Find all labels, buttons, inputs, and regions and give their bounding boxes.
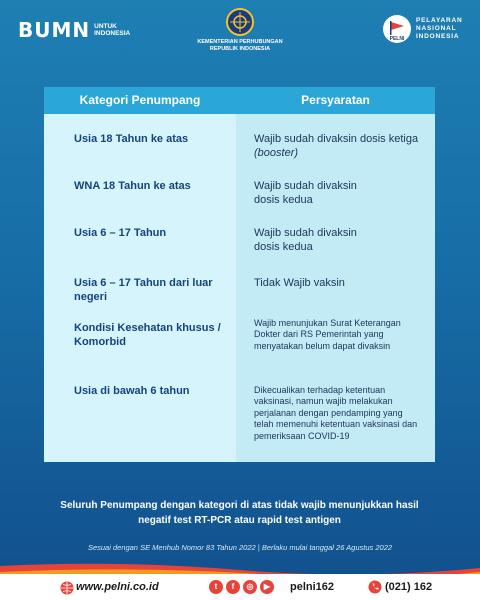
bumn-logo	[18, 20, 130, 40]
footer-bar	[0, 574, 480, 600]
social-handle[interactable]: pelni162	[290, 581, 335, 593]
row-6-requirement: Dikecualikan terhadap ketentuan vaksinasi, namun wajib melakukan perjalanan dengan pendamping yang telah memenuhi ketentuan vaksinasi dan pemeriksaan COVID-19	[254, 385, 418, 441]
website-link[interactable]: www.pelni.co.id	[76, 581, 159, 593]
row-2-category: WNA 18 Tahun ke atas	[74, 180, 191, 192]
kemenhub-text	[180, 39, 300, 52]
pelni-line-1: PELAYARAN	[416, 17, 463, 24]
row-1-requirement	[254, 132, 424, 160]
source-note: Sesuai dengan SE Menhub Nomor 83 Tahun 2022 | Berlaku mulai tanggal 26 Agustus 2022	[87, 543, 393, 552]
header	[0, 0, 480, 70]
header-category: Kategori Penumpang	[79, 93, 201, 107]
bumn-sub-line-1: UNTUK	[94, 22, 117, 30]
row-5-category: Kondisi Kesehatan khusus / Komorbid	[74, 322, 221, 348]
table-header	[44, 87, 435, 114]
kemenhub-emblem-icon	[226, 8, 254, 36]
phone-icon	[368, 580, 382, 594]
svg-text:PELNI: PELNI	[389, 36, 405, 42]
row-1-requirement-text: Wajib sudah divaksin dosis ketiga	[254, 133, 419, 145]
pelni-badge-icon	[382, 14, 412, 44]
header-requirement: Persyaratan	[301, 93, 370, 107]
row-1-requirement-italic: (booster)	[254, 147, 299, 159]
rt-pcr-note: Seluruh Penumpang dengan kategori di atas tidak wajib menunjukkan hasil negatif test RT-PCR atau rapid test antigen	[60, 500, 419, 526]
youtube-icon[interactable]: ▶	[260, 580, 274, 594]
kemenhub-logo	[180, 8, 300, 52]
pelni-line-2: NASIONAL	[416, 25, 457, 32]
bumn-logo-sub	[94, 23, 130, 38]
social-icons	[209, 580, 274, 594]
kemenhub-line-1: KEMENTERIAN PERHUBUNGAN	[197, 39, 283, 45]
globe-icon	[60, 581, 74, 595]
pelni-logo	[382, 14, 462, 44]
row-3-requirement: Wajib sudah divaksin dosis kedua	[254, 227, 357, 253]
pelni-line-3: INDONESIA	[416, 33, 460, 40]
instagram-icon[interactable]: ◎	[243, 580, 257, 594]
row-5-requirement: Wajib menunjukan Surat Keterangan Dokter dari RS Pemerintah yang menyatakan belum dapat divaksin	[254, 318, 401, 351]
row-4-category: Usia 6 – 17 Tahun dari luar negeri	[74, 277, 213, 303]
kemenhub-line-2: REPUBLIK INDONESIA	[209, 45, 271, 52]
row-1-category: Usia 18 Tahun ke atas	[74, 133, 189, 145]
phone-number[interactable]: (021) 162	[385, 581, 433, 593]
facebook-icon[interactable]: f	[226, 580, 240, 594]
row-4-requirement: Tidak Wajib vaksin	[254, 277, 345, 289]
row-6-category: Usia di bawah 6 tahun	[74, 385, 190, 397]
row-2-requirement: Wajib sudah divaksin dosis kedua	[254, 180, 357, 206]
bumn-sub-line-2: INDONESIA	[94, 30, 131, 37]
twitter-icon[interactable]: t	[209, 580, 223, 594]
requirements-table	[44, 87, 435, 462]
pelni-text	[416, 17, 462, 41]
bumn-logo-word: BUMN	[18, 18, 91, 42]
row-3-category: Usia 6 – 17 Tahun	[74, 227, 167, 239]
